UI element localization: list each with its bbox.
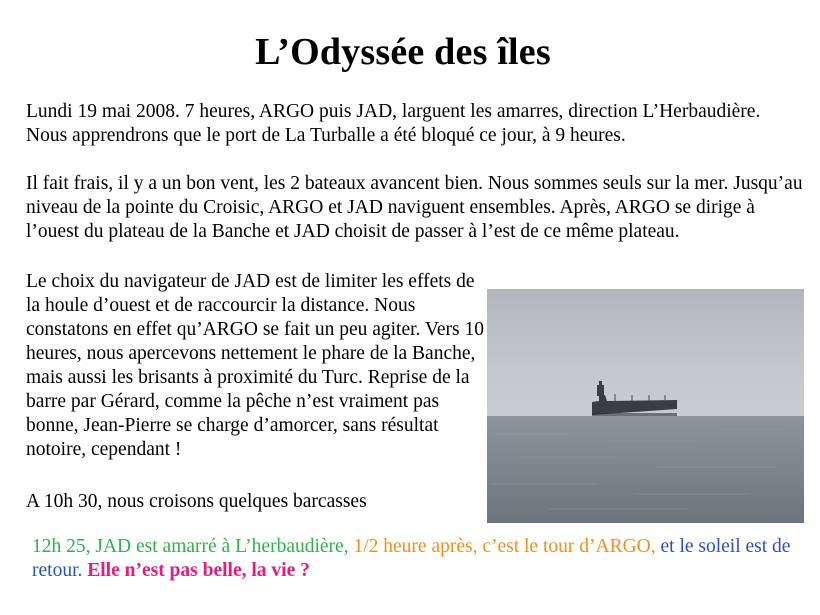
- closing-sentence: [32, 535, 802, 583]
- sky: [487, 289, 804, 417]
- closing-blue-text: et le soleil est de retour.: [32, 536, 791, 581]
- closing-orange-text: 1/2 heure après, c’est le tour d’ARGO,: [353, 536, 656, 557]
- closing-green-text: 12h 25, JAD est amarré à L’herbaudière,: [32, 536, 349, 557]
- paragraph-sailing: Il fait frais, il y a un bon vent, les 2 bateaux avancent bien. Nous sommes seuls sur la mer. Jusqu’au niveau de la pointe du Croisic, ARGO et JAD naviguent ensembles. Après, ARGO se dirige à l’ouest du plateau de la Banche et JAD choisit de passer à l’est de ce même plateau.: [26, 173, 803, 242]
- sea: [487, 416, 804, 523]
- cargo-ship-photo: [487, 289, 804, 523]
- page-title: L’Odyssée des îles: [255, 31, 551, 73]
- closing-magenta-text: Elle n’est pas belle, la vie ?: [87, 560, 310, 581]
- sea-photo: [487, 289, 804, 523]
- paragraph-navigator: Le choix du navigateur de JAD est de limiter les effets de la houle d’ouest et de raccourcir la distance. Nous constatons en effet qu’ARGO se fait un peu agiter. Vers 10 heures, nous apercevons nettement le phare de la Banche, mais aussi les brisants à proximité du Turc. Reprise de la barre par Gérard, comme la pêche n’est vraiment pas bonne, Jean-Pierre se charge d’amorcer, sans résultat notoire, cependant !: [26, 271, 484, 460]
- paragraph-departure: Lundi 19 mai 2008. 7 heures, ARGO puis JAD, larguent les amarres, direction L’Herbaudière. Nous apprendrons que le port de La Turballe a été bloqué ce jour, à 9 heures.: [26, 101, 761, 146]
- paragraph-barcasses: A 10h 30, nous croisons quelques barcasses: [26, 491, 367, 512]
